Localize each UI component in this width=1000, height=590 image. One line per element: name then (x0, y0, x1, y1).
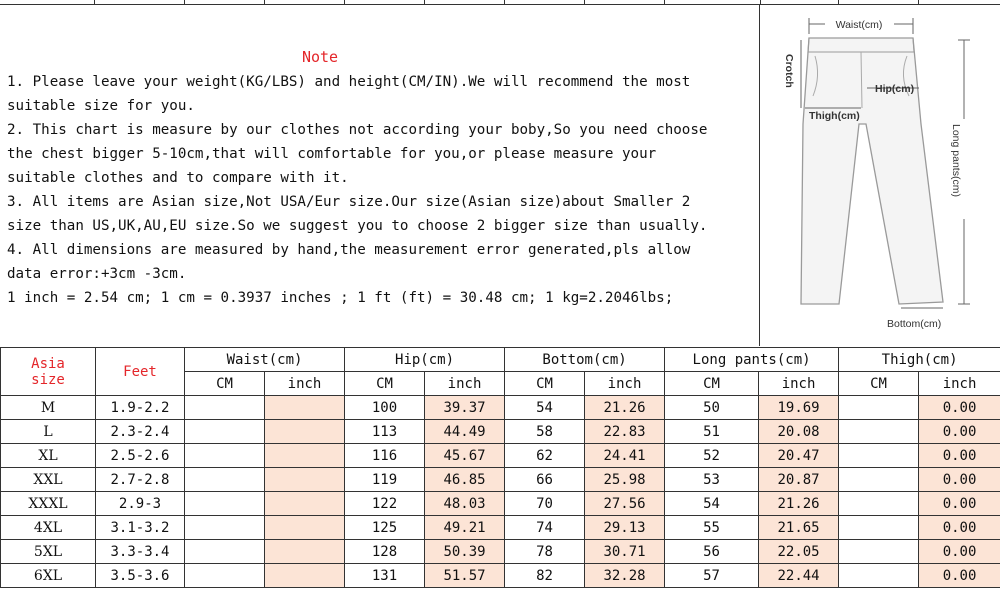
feet-cell: 1.9-2.2 (96, 396, 185, 420)
thigh-cm-cell (839, 492, 919, 516)
feet-cell: 3.3-3.4 (96, 540, 185, 564)
cm-subheader: CM (185, 372, 265, 396)
bottom-label: Bottom(cm) (887, 318, 942, 330)
waist-header: Waist(cm) (185, 348, 345, 372)
hip-inch-cell: 50.39 (425, 540, 505, 564)
note-line: 4. All dimensions are measured by hand,the measurement error generated,pls allow (7, 242, 691, 258)
hip-inch-cell: 39.37 (425, 396, 505, 420)
waist-cm-cell (185, 564, 265, 588)
bottom-inch-cell: 29.13 (585, 516, 665, 540)
long-pants-inch-cell: 22.44 (759, 564, 839, 588)
pants-measurement-diagram (761, 4, 1000, 346)
feet-cell: 2.9-3 (96, 492, 185, 516)
cm-subheader: CM (345, 372, 425, 396)
long-pants-cm-cell: 54 (665, 492, 759, 516)
inch-subheader: inch (585, 372, 665, 396)
waist-inch-cell (265, 492, 345, 516)
note-line: 3. All items are Asian size,Not USA/Eur size.Our size(Asian size)about Smaller 2 (7, 194, 691, 210)
waist-cm-cell (185, 468, 265, 492)
note-line: 1 inch = 2.54 cm; 1 cm = 0.3937 inches ; 1 ft (ft) = 30.48 cm; 1 kg=2.2046lbs; (7, 290, 674, 306)
note-line: 1. Please leave your weight(KG/LBS) and height(CM/IN).We will recommend the most (7, 74, 691, 90)
hip-inch-cell: 48.03 (425, 492, 505, 516)
hip-cm-cell: 131 (345, 564, 425, 588)
bottom-inch-cell: 24.41 (585, 444, 665, 468)
hip-inch-cell: 51.57 (425, 564, 505, 588)
waist-cm-cell (185, 444, 265, 468)
thigh-label: Thigh(cm) (809, 110, 860, 122)
long-pants-inch-cell: 22.05 (759, 540, 839, 564)
bottom-header: Bottom(cm) (505, 348, 665, 372)
thigh-inch-cell: 0.00 (919, 420, 1000, 444)
thigh-inch-cell: 0.00 (919, 468, 1000, 492)
table-row (1, 444, 1000, 468)
long-pants-cm-cell: 53 (665, 468, 759, 492)
bottom-inch-cell: 22.83 (585, 420, 665, 444)
hip-label: Hip(cm) (875, 83, 915, 95)
hip-cm-cell: 128 (345, 540, 425, 564)
thigh-cm-cell (839, 540, 919, 564)
thigh-inch-cell: 0.00 (919, 444, 1000, 468)
bottom-inch-cell: 25.98 (585, 468, 665, 492)
inch-subheader: inch (425, 372, 505, 396)
pants-illustration (761, 4, 1000, 346)
size-cell: 4XL (1, 516, 96, 540)
long-pants-inch-cell: 21.65 (759, 516, 839, 540)
bottom-inch-cell: 27.56 (585, 492, 665, 516)
table-row (1, 564, 1000, 588)
inch-subheader: inch (265, 372, 345, 396)
long-pants-cm-cell: 56 (665, 540, 759, 564)
size-cell: XXXL (1, 492, 96, 516)
hip-inch-cell: 44.49 (425, 420, 505, 444)
thigh-cm-cell (839, 516, 919, 540)
thigh-inch-cell: 0.00 (919, 540, 1000, 564)
long-pants-cm-cell: 51 (665, 420, 759, 444)
waist-inch-cell (265, 564, 345, 588)
table-row (1, 396, 1000, 420)
bottom-cm-cell: 54 (505, 396, 585, 420)
hip-inch-cell: 45.67 (425, 444, 505, 468)
hip-inch-cell: 49.21 (425, 516, 505, 540)
thigh-inch-cell: 0.00 (919, 492, 1000, 516)
hip-inch-cell: 46.85 (425, 468, 505, 492)
notes-panel (0, 4, 760, 346)
size-cell: XL (1, 444, 96, 468)
feet-cell: 2.5-2.6 (96, 444, 185, 468)
table-row (1, 540, 1000, 564)
note-lines (7, 70, 757, 310)
long-pants-cm-cell: 55 (665, 516, 759, 540)
crotch-label: Crotch (783, 54, 795, 88)
bottom-cm-cell: 78 (505, 540, 585, 564)
bottom-inch-cell: 21.26 (585, 396, 665, 420)
thigh-inch-cell: 0.00 (919, 516, 1000, 540)
thigh-inch-cell: 0.00 (919, 396, 1000, 420)
waist-inch-cell (265, 420, 345, 444)
size-cell: XXL (1, 468, 96, 492)
hip-cm-cell: 122 (345, 492, 425, 516)
hip-cm-cell: 116 (345, 444, 425, 468)
size-header (1, 348, 96, 396)
thigh-header: Thigh(cm) (839, 348, 1000, 372)
hip-cm-cell: 119 (345, 468, 425, 492)
hip-cm-cell: 100 (345, 396, 425, 420)
feet-cell: 2.7-2.8 (96, 468, 185, 492)
feet-cell: 3.5-3.6 (96, 564, 185, 588)
size-cell: 5XL (1, 540, 96, 564)
waist-cm-cell (185, 420, 265, 444)
waist-cm-cell (185, 396, 265, 420)
hip-header: Hip(cm) (345, 348, 505, 372)
hip-cm-cell: 125 (345, 516, 425, 540)
waist-cm-cell (185, 516, 265, 540)
thigh-cm-cell (839, 468, 919, 492)
note-line: the chest bigger 5-10cm,that will comfortable for you,or please measure your (7, 146, 657, 162)
note-line: size than US,UK,AU,EU size.So we suggest you to choose 2 bigger size than usually. (7, 218, 708, 234)
long-pants-inch-cell: 19.69 (759, 396, 839, 420)
waist-inch-cell (265, 468, 345, 492)
inch-subheader: inch (759, 372, 839, 396)
thigh-cm-cell (839, 444, 919, 468)
bottom-inch-cell: 30.71 (585, 540, 665, 564)
waist-cm-cell (185, 540, 265, 564)
thigh-cm-cell (839, 420, 919, 444)
long-pants-cm-cell: 50 (665, 396, 759, 420)
bottom-cm-cell: 70 (505, 492, 585, 516)
waist-inch-cell (265, 516, 345, 540)
note-line: 2. This chart is measure by our clothes not according your boby,So you need choose (7, 122, 708, 138)
table-row (1, 492, 1000, 516)
bottom-cm-cell: 82 (505, 564, 585, 588)
bottom-inch-cell: 32.28 (585, 564, 665, 588)
cm-subheader: CM (505, 372, 585, 396)
long-pants-cm-cell: 57 (665, 564, 759, 588)
cm-subheader: CM (839, 372, 919, 396)
size-cell: M (1, 396, 96, 420)
waist-inch-cell (265, 396, 345, 420)
long-pants-cm-cell: 52 (665, 444, 759, 468)
long-pants-header: Long pants(cm) (665, 348, 839, 372)
waist-cm-cell (185, 492, 265, 516)
thigh-cm-cell (839, 564, 919, 588)
size-table-body (1, 396, 1000, 588)
note-line: suitable size for you. (7, 98, 195, 114)
feet-header: Feet (96, 348, 185, 396)
feet-cell: 3.1-3.2 (96, 516, 185, 540)
bottom-cm-cell: 58 (505, 420, 585, 444)
waist-inch-cell (265, 444, 345, 468)
note-line: data error:+3cm -3cm. (7, 266, 187, 282)
size-chart-table (0, 347, 1000, 588)
long-pants-inch-cell: 20.08 (759, 420, 839, 444)
bottom-cm-cell: 66 (505, 468, 585, 492)
long-pants-inch-cell: 20.47 (759, 444, 839, 468)
long-pants-label: Long pants(cm) (950, 124, 962, 197)
cm-subheader: CM (665, 372, 759, 396)
thigh-cm-cell (839, 396, 919, 420)
inch-subheader: inch (919, 372, 1000, 396)
table-row (1, 468, 1000, 492)
hip-cm-cell: 113 (345, 420, 425, 444)
size-label: size (31, 371, 65, 388)
waist-label: Waist(cm) (835, 19, 883, 31)
long-pants-inch-cell: 21.26 (759, 492, 839, 516)
waist-inch-cell (265, 540, 345, 564)
bottom-cm-cell: 62 (505, 444, 585, 468)
note-title: Note (301, 48, 339, 66)
feet-cell: 2.3-2.4 (96, 420, 185, 444)
bottom-cm-cell: 74 (505, 516, 585, 540)
size-cell: 6XL (1, 564, 96, 588)
size-cell: L (1, 420, 96, 444)
long-pants-inch-cell: 20.87 (759, 468, 839, 492)
note-line: suitable clothes and to compare with it. (7, 170, 349, 186)
asia-label: Asia (31, 355, 65, 372)
table-row (1, 420, 1000, 444)
table-row (1, 516, 1000, 540)
thigh-inch-cell: 0.00 (919, 564, 1000, 588)
